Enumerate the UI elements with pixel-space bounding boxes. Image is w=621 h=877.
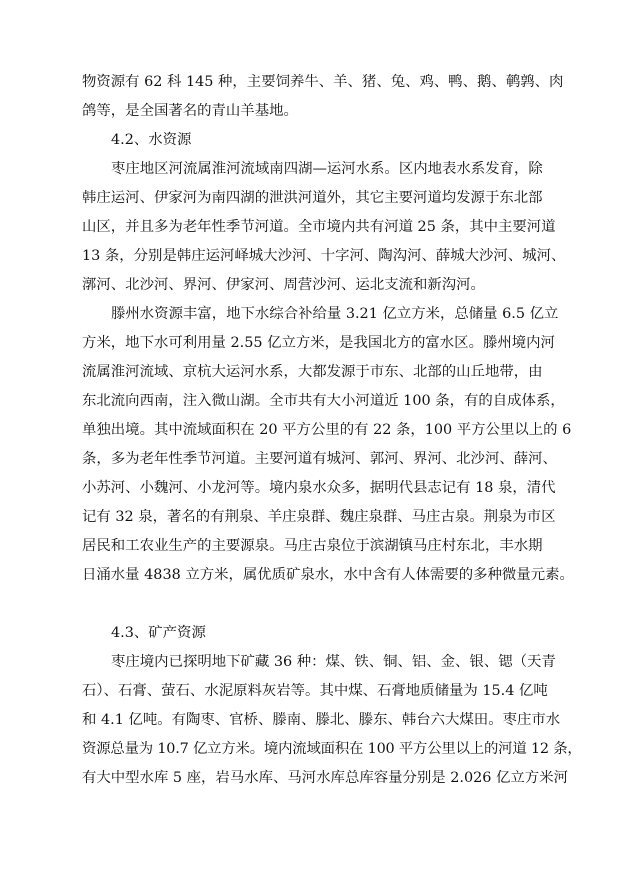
text-line: 物资源有 62 科 145 种，主要饲养牛、羊、猪、兔、鸡、鸭、鹅、鹌鹑、肉 xyxy=(82,74,564,90)
text-line: 石）、石膏、萤石、水泥原料灰岩等。其中煤、石膏地质储量为 15.4 亿吨 xyxy=(82,683,548,699)
section-heading-water-resources: 4.2、水资源 xyxy=(111,132,192,148)
text-line: 鸽等，是全国著名的青山羊基地。 xyxy=(82,103,298,119)
text-line: 记有 32 泉，著名的有荆泉、羊庄泉群、魏庄泉群、马庄古泉。荆泉为市区 xyxy=(82,509,556,525)
text-line: 日涌水量 4838 立方米，属优质矿泉水，水中含有人体需要的多种微量元素。 xyxy=(82,567,574,583)
section-heading-mineral-resources: 4.3、矿产资源 xyxy=(111,625,206,641)
text-line: 东北流向西南，注入微山湖。全市共有大小河道近 100 条，有的自成体系， xyxy=(82,393,565,409)
text-line: 方米，地下水可利用量 2.55 亿立方米，是我国北方的富水区。滕州境内河 xyxy=(82,335,555,351)
text-line: 流属淮河流域、京杭大运河水系，大都发源于市东、北部的山丘地带，由 xyxy=(82,364,543,380)
text-line: 小苏河、小魏河、小龙河等。境内泉水众多，据明代县志记有 18 泉，清代 xyxy=(82,480,556,496)
text-line: 枣庄境内已探明地下矿藏 36 种：煤、铁、铜、铝、金、银、锶（天青 xyxy=(111,654,556,670)
text-line: 枣庄地区河流属淮河流域南四湖—运河水系。区内地表水系发育，除 xyxy=(111,161,543,177)
text-line: 和 4.1 亿吨。有陶枣、官桥、滕南、滕北、滕东、韩台六大煤田。枣庄市水 xyxy=(82,712,561,728)
text-line: 资源总量为 10.7 亿立方米。境内流域面积在 100 平方公里以上的河道 12 条， xyxy=(82,741,582,757)
text-line: 滕州水资源丰富，地下水综合补给量 3.21 亿立方米，总储量 6.5 亿立 xyxy=(111,306,559,322)
text-line: 居民和工农业生产的主要源泉。马庄古泉位于滨湖镇马庄村东北，丰水期 xyxy=(82,538,543,554)
text-line: 单独出境。其中流域面积在 20 平方公里的有 22 条，100 平方公里以上的 6 xyxy=(82,422,572,438)
text-line: 13 条，分别是韩庄运河峄城大沙河、十字河、陶沟河、薛城大沙河、城河、 xyxy=(82,248,566,264)
text-line: 有大中型水库 5 座，岩马水库、马河水库总库容量分别是 2.026 亿立方米河 xyxy=(82,770,568,786)
text-line: 韩庄运河、伊家河为南四湖的泄洪河道外，其它主要河道均发源于东北部 xyxy=(82,190,543,206)
text-line: 漷河、北沙河、界河、伊家河、周营沙河、运北支流和新沟河。 xyxy=(82,277,485,293)
text-line: 山区，并且多为老年性季节河道。全市境内共有河道 25 条，其中主要河道 xyxy=(82,219,556,235)
text-line: 条，多为老年性季节河道。主要河道有城河、郭河、界河、北沙河、薛河、 xyxy=(82,451,557,467)
